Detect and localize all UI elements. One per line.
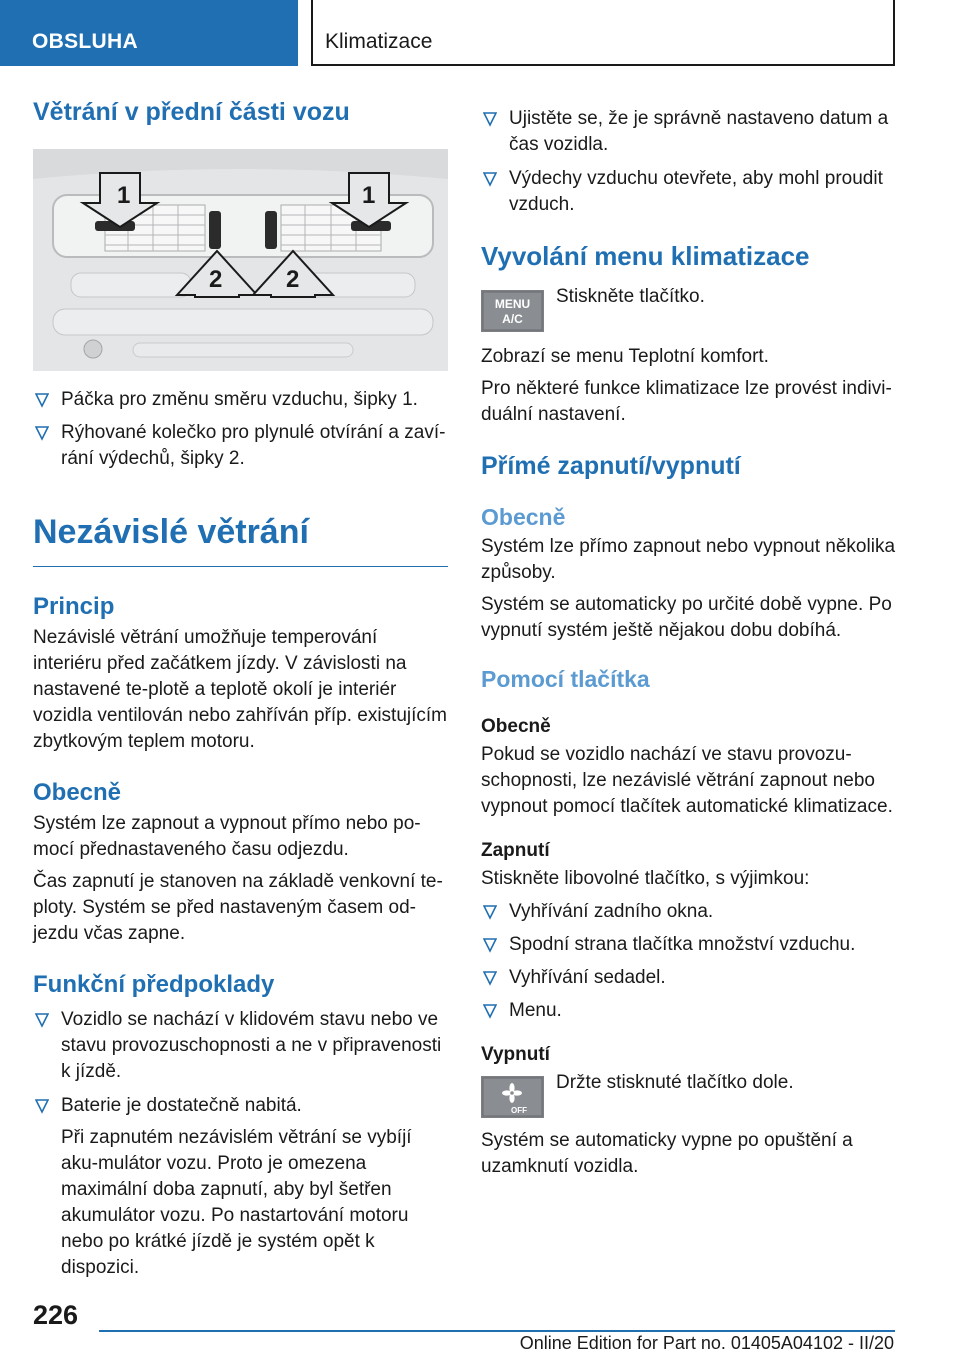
fan-off-button-icon bbox=[481, 1076, 544, 1118]
independent-vent-heading: Nezávislé větrání bbox=[33, 510, 448, 567]
list-item: Páčka pro změnu směru vzduchu, šipky 1. bbox=[33, 387, 448, 413]
direct-general-heading: Obecně bbox=[481, 504, 566, 530]
list-item: Rýhované kolečko pro plynulé otvírání a zaví-rání výdechů, šipky 2. bbox=[33, 420, 448, 472]
figure-label-2-left: 2 bbox=[209, 266, 223, 293]
bullet-triangle-icon bbox=[483, 937, 497, 953]
requirements-list bbox=[33, 1007, 448, 1119]
footer-divider bbox=[99, 1330, 895, 1332]
edition-note: Online Edition for Part no. 01405A04102 - II/20 bbox=[519, 1333, 894, 1353]
off-button-row bbox=[481, 1072, 897, 1118]
menu-heading: Vyvolání menu klimatizace bbox=[481, 241, 810, 271]
menu-text-2: Pro některé funkce klimatizace lze provést indivi-duální nastavení. bbox=[481, 378, 892, 425]
direct-text-2: Systém se automaticky po určité době vypne. Po vypnutí systém ještě nějakou dobu dobíhá. bbox=[481, 594, 892, 641]
on-text: Stiskněte libovolné tlačítko, s výjimkou: bbox=[481, 868, 810, 889]
list-item: Vozidlo se nachází v klidovém stavu nebo ve stavu provozuschopnosti a ne v připravenosti k jízdě. bbox=[33, 1007, 448, 1085]
menu-ac-button-icon bbox=[481, 290, 544, 332]
vent-list bbox=[33, 387, 448, 472]
page-number: 226 bbox=[33, 1300, 79, 1330]
bullet-triangle-icon bbox=[35, 392, 49, 408]
on-heading: Zapnutí bbox=[481, 840, 550, 861]
bullet-triangle-icon bbox=[35, 1012, 49, 1028]
button-heading: Pomocí tlačítka bbox=[481, 666, 650, 692]
menu-button-line1: MENU bbox=[494, 297, 531, 311]
battery-note: Při zapnutém nezávislém větrání se vybíjí aku-mulátor vozu. Proto je omezena maximální doba zapnutí, aby byl šetřen akumulátor vozu. Po nastartování motoru nebo po krátké jízdě je systém opět k dispozici. bbox=[61, 1127, 412, 1278]
bullet-triangle-icon bbox=[483, 970, 497, 986]
button-general-text: Pokud se vozidlo nachází ve stavu provozu-schopnosti, lze nezávislé větrání zapnout nebo vypnout pomocí tlačítek automatické klimatizace. bbox=[481, 744, 893, 817]
off-button-text: Držte stisknuté tlačítko dole. bbox=[556, 1072, 794, 1093]
vent-front-heading: Větrání v přední části vozu bbox=[33, 98, 350, 126]
principle-text: Nezávislé větrání umožňuje temperování interiéru před začátkem jízdy. V závislosti na nastavené te-plotě a teplotě okolí je interiér vozidla ventilován nebo zahříván příp. existujícím zbytkovým teplem motoru. bbox=[33, 627, 447, 752]
general-heading: Obecně bbox=[33, 779, 122, 806]
header-section-tab bbox=[0, 0, 298, 66]
bullet-triangle-icon bbox=[35, 425, 49, 441]
list-item: Výdechy vzduchu otevřete, aby mohl proudit vzduch. bbox=[481, 166, 897, 218]
bullet-triangle-icon bbox=[483, 171, 497, 187]
header-chapter-box bbox=[311, 0, 895, 66]
menu-button-line2: A/C bbox=[502, 312, 523, 326]
bullet-triangle-icon bbox=[483, 1003, 497, 1019]
requirements-heading: Funkční předpoklady bbox=[33, 971, 275, 998]
figure-label-2-right: 2 bbox=[286, 266, 300, 293]
bullet-triangle-icon bbox=[35, 1098, 49, 1114]
menu-button-text: Stiskněte tlačítko. bbox=[556, 286, 705, 307]
requirements-list-continued bbox=[481, 106, 897, 218]
off-button-label: OFF bbox=[511, 1106, 527, 1115]
general-text-1: Systém lze zapnout a vypnout přímo nebo po-mocí přednastaveného času odjezdu. bbox=[33, 813, 421, 860]
off-heading: Vypnutí bbox=[481, 1044, 550, 1065]
button-general-heading: Obecně bbox=[481, 716, 551, 737]
exceptions-list bbox=[481, 899, 897, 1024]
list-item: Menu. bbox=[481, 998, 897, 1024]
header-chapter-label: Klimatizace bbox=[325, 30, 433, 53]
dashboard-vent-illustration bbox=[33, 149, 448, 371]
left-column bbox=[33, 96, 448, 1281]
figure-label-1-right: 1 bbox=[362, 182, 376, 209]
list-item: Ujistěte se, že je správně nastaveno datum a čas vozidla. bbox=[481, 106, 897, 158]
menu-text-1: Zobrazí se menu Teplotní komfort. bbox=[481, 346, 769, 367]
list-item: Baterie je dostatečně nabitá. bbox=[33, 1093, 448, 1119]
list-item: Vyhřívání zadního okna. bbox=[481, 899, 897, 925]
direct-heading: Přímé zapnutí/vypnutí bbox=[481, 452, 741, 480]
principle-heading: Princip bbox=[33, 593, 115, 620]
vent-figure bbox=[33, 149, 448, 371]
bullet-triangle-icon bbox=[483, 111, 497, 127]
figure-label-1-left: 1 bbox=[117, 182, 131, 209]
bullet-triangle-icon bbox=[483, 904, 497, 920]
menu-button-row bbox=[481, 286, 897, 332]
right-column bbox=[481, 96, 897, 1180]
list-item: Vyhřívání sedadel. bbox=[481, 965, 897, 991]
direct-text-1: Systém lze přímo zapnout nebo vypnout několika způsoby. bbox=[481, 536, 896, 583]
list-item: Spodní strana tlačítka množství vzduchu. bbox=[481, 932, 897, 958]
header-section-label: OBSLUHA bbox=[32, 30, 138, 53]
general-text-2: Čas zapnutí je stanoven na základě venkovní te-ploty. Systém se před nastaveným časem od-jezdu včas zapne. bbox=[33, 871, 443, 944]
off-text: Systém se automaticky vypne po opuštění a uzamknutí vozidla. bbox=[481, 1130, 853, 1177]
